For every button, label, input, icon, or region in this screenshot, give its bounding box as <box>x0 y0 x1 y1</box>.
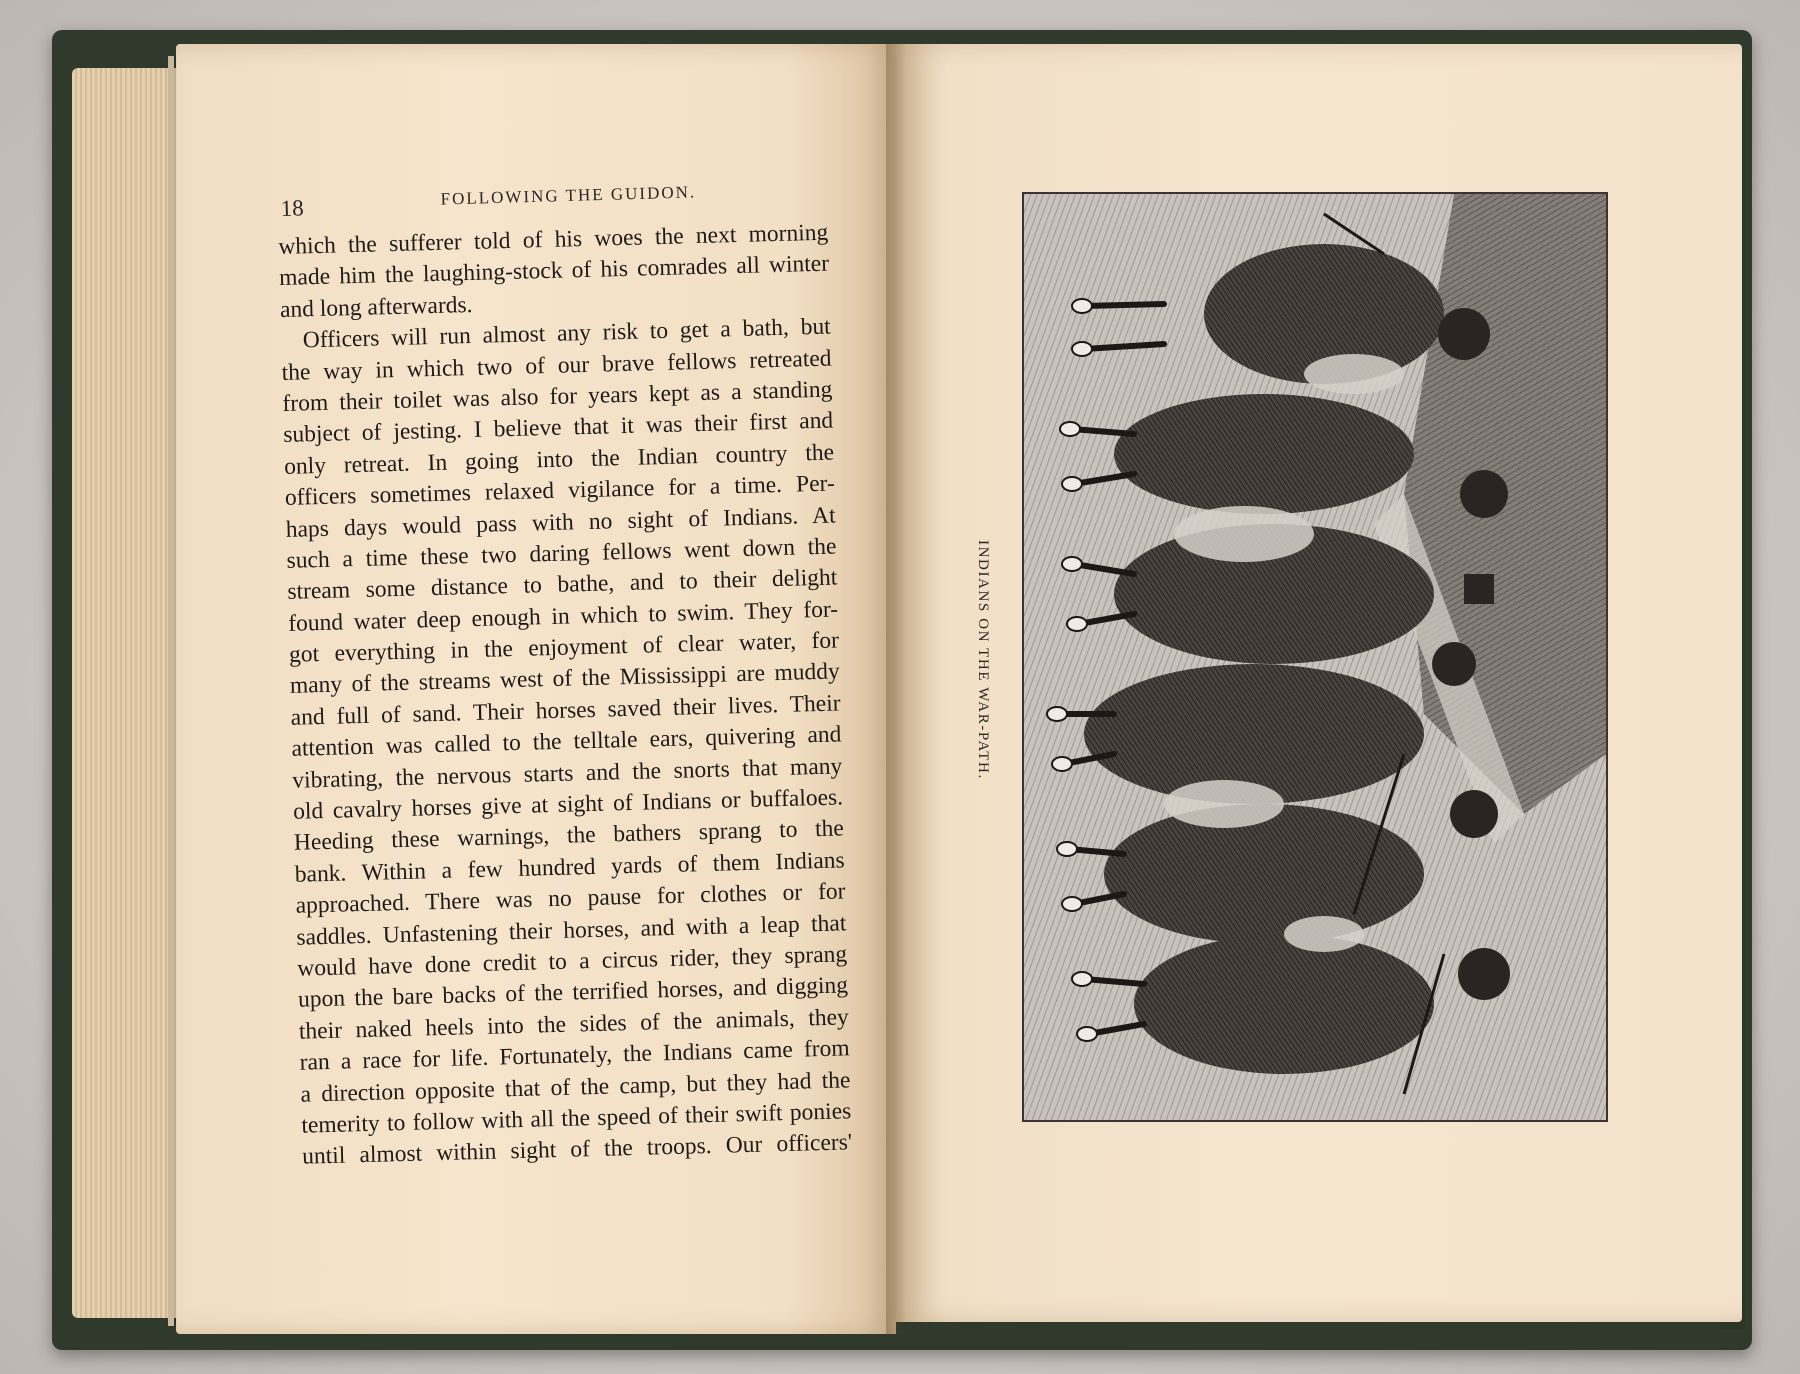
text-line: vibrating, the nervous starts and the snorts that many <box>292 753 843 794</box>
text-line: saddles. Unfastening their horses, and with a leap that <box>296 909 847 951</box>
text-line: only retreat. In going into the Indian country the <box>283 439 835 480</box>
text-line: bank. Within a few hundred yards of them Indians <box>294 847 845 888</box>
text-line: stream some distance to bathe, and to their delight <box>287 564 838 606</box>
text-line: attention was called to the telltale ears, quivering and <box>291 721 842 763</box>
text-line: their naked heels into the sides of the animals, they <box>298 1004 850 1045</box>
text-line: officers sometimes relaxed vigilance for a time. Per- <box>284 470 836 512</box>
plate-caption <box>976 540 1006 800</box>
text-line: from their toilet was also for years kept as a standing <box>282 376 833 417</box>
page-header <box>280 170 857 226</box>
text-line: the way in which two of our brave fellows retreated <box>281 345 832 386</box>
text-line: and full of sand. Their horses saved their lives. Their <box>290 690 841 731</box>
text-line: Heeding these warnings, the bathers sprang to the <box>293 815 845 857</box>
text-line: temerity to follow with all the speed of their swift ponies <box>301 1098 852 1139</box>
rubber-band <box>168 56 174 1326</box>
text-line: upon the bare backs of the terrified horses, and digging <box>297 972 849 1014</box>
text-line: would have done credit to a circus rider, they sprang <box>296 941 848 982</box>
text-line: ran a race for life. Fortunately, the Indians came from <box>299 1035 850 1076</box>
engraving-art <box>1024 194 1606 1120</box>
running-head: FOLLOWING THE GUIDON. <box>440 182 697 209</box>
text-line: approached. There was no pause for clothes or for <box>295 878 846 919</box>
left-page <box>176 44 896 1334</box>
text-line: many of the streams west of the Mississippi are muddy <box>289 658 841 700</box>
text-line: haps days would pass with no sight of Indians. At <box>285 502 836 543</box>
text-line: Officers will run almost any risk to get a bath, but <box>302 313 832 354</box>
plate-caption-text: INDIANS ON THE WAR-PATH. <box>975 540 991 780</box>
book-gutter <box>886 44 906 1334</box>
text-line: found water deep enough in which to swim. They for- <box>287 596 839 637</box>
engraving-illustration <box>1022 192 1608 1122</box>
text-line: which the sufferer told of his woes the next morning <box>278 219 829 260</box>
text-line: old cavalry horses give at sight of Indians or buffaloes. <box>292 784 844 825</box>
page-block-edges <box>72 68 192 1318</box>
text-line: made him the laughing-stock of his comrades all winter <box>278 250 830 292</box>
text-line: got everything in the enjoyment of clear water, for <box>288 627 840 668</box>
text-line: until almost within sight of the troops. Our officers' <box>301 1129 853 1171</box>
text-line: subject of jesting. I believe that it was their first and <box>282 407 834 449</box>
body-text <box>278 218 852 1174</box>
text-line: and long afterwards. <box>279 291 473 323</box>
text-line: a direction opposite that of the camp, but they had the <box>300 1066 851 1108</box>
text-line: such a time these two daring fellows went down the <box>286 533 837 574</box>
page-number: 18 <box>280 195 304 221</box>
